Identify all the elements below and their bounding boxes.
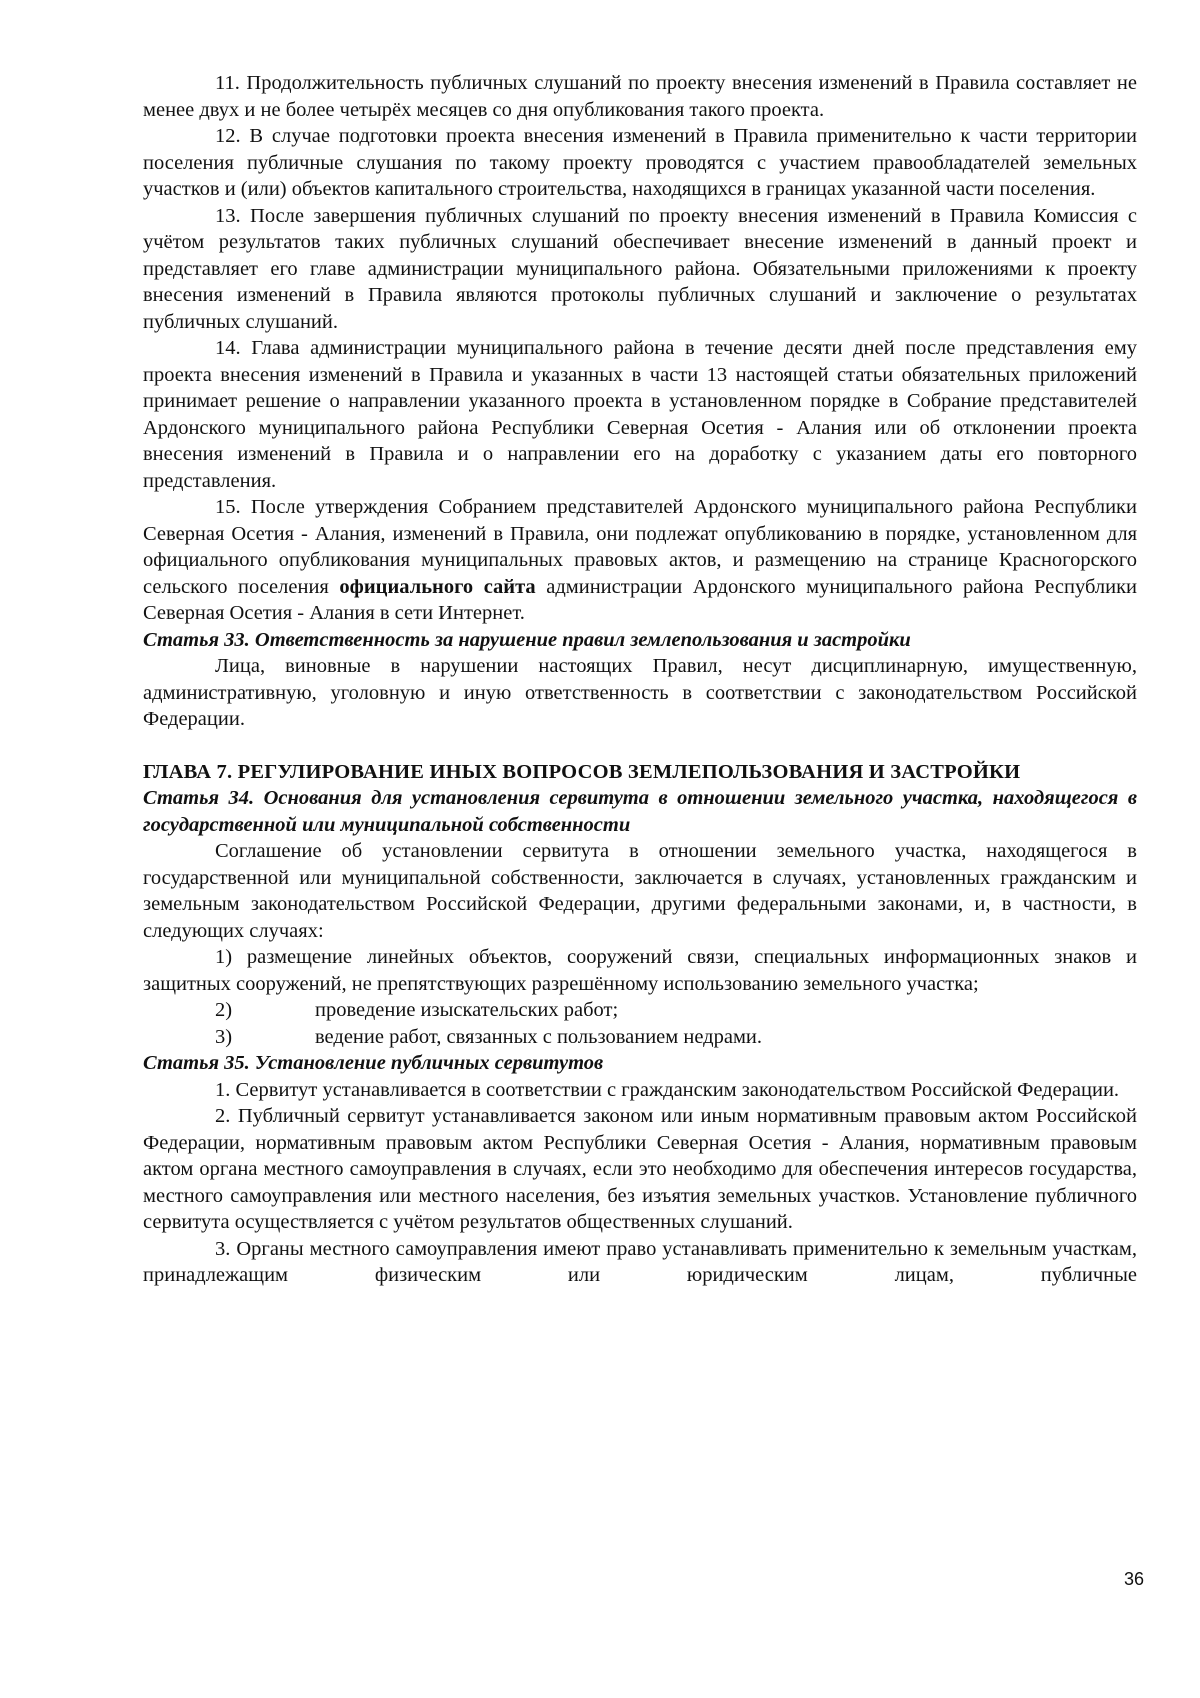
article-34-item-1: 1) размещение линейных объектов, сооружений связи, специальных информационных знаков и защитных сооружений, не препятствующих разрешённому использованию земельного участка;: [143, 946, 1137, 995]
paragraph-11: 11. Продолжительность публичных слушаний по проекту внесения изменений в Правила составляет не менее двух и не более четырёх месяцев со дня опубликования такого проекта.: [143, 72, 1137, 121]
paragraph-15-start: 15. После утверждения Собранием представителей Ардонского муниципального района Республики Северная Осетия - Алания, изменений в Правила, они подлежат опубликованию в порядке, установленном для официального опубликования муниципальных правовых актов, и размещению на странице Красногорского сельского поселения: [143, 496, 1137, 598]
article-34-item-3: [143, 1024, 1137, 1051]
article-35-paragraph-1: 1. Сервитут устанавливается в соответствии с гражданским законодательством Российской Федерации.: [215, 1078, 1120, 1101]
article-33-title: Статья 33. Ответственность за нарушение правил землепользования и застройки: [143, 628, 911, 651]
article-34-intro: Соглашение об установлении сервитута в отношении земельного участка, находящегося в государственной или муниципальной собственности, заключается в случаях, установленных гражданским и земельным законодательством Российской Федерации, другими федеральными законами, и, в частности, в следующих случаях:: [143, 840, 1137, 942]
paragraph-15-bold: официального сайта: [339, 575, 536, 598]
article-34-item-2: [143, 997, 1137, 1024]
item-number: 3): [215, 1025, 233, 1048]
page-number: 36: [1123, 1569, 1144, 1589]
paragraph-13: 13. После завершения публичных слушаний по проекту внесения изменений в Правила Комиссия с учётом результатов таких публичных слушаний обеспечивает внесение изменений в данный проект и представляет его главе администрации муниципального района. Обязательными приложениями к проекту внесения изменений в Правила являются протоколы публичных слушаний и заключение о результатах публичных слушаний.: [143, 204, 1137, 333]
chapter-7-title: ГЛАВА 7. РЕГУЛИРОВАНИЕ ИНЫХ ВОПРОСОВ ЗЕМЛЕПОЛЬЗОВАНИЯ И ЗАСТРОЙКИ: [143, 760, 1021, 783]
item-text: ведение работ, связанных с пользованием недрами.: [315, 1025, 763, 1048]
article-33-text: Лица, виновные в нарушении настоящих Правил, несут дисциплинарную, имущественную, административную, уголовную и иную ответственность в соответствии с законодательством Российской Федерации.: [143, 655, 1137, 730]
paragraph-14: 14. Глава администрации муниципального района в течение десяти дней после представления ему проекта внесения изменений в Правила и указанных в части 13 настоящей статьи обязательных приложений принимает решение о направлении указанного проекта в установленном порядке в Собрание представителей Ардонского муниципального района Республики Северная Осетия - Алания или об отклонении проекта внесения изменений в Правила и о направлении его на доработку с указанием даты его повторного представления.: [143, 337, 1137, 492]
item-number: 2): [215, 999, 233, 1021]
paragraph-12: 12. В случае подготовки проекта внесения изменений в Правила применительно к части территории поселения публичные слушания по такому проекту проводятся с участием правообладателей земельных участков и (или) объектов капитального строительства, находящихся в границах указанной части поселения.: [143, 125, 1137, 200]
item-text: проведение изыскательских работ;: [315, 999, 619, 1021]
article-35-paragraph-3: 3. Органы местного самоуправления имеют право устанавливать применительно к земельным участкам, принадлежащим физическим или юридическим лицам, публичные: [143, 1237, 1137, 1286]
document-page: [143, 70, 1137, 1289]
paragraph-15: [143, 494, 1137, 627]
article-35-title: Статья 35. Установление публичных сервитутов: [143, 1052, 604, 1074]
article-35-paragraph-2: 2. Публичный сервитут устанавливается законом или иным нормативным правовым актом Российской Федерации, нормативным правовым актом Республики Северная Осетия - Алания, нормативным правовым актом органа местного самоуправления в случаях, если это необходимо для обеспечения интересов государства, местного самоуправления или местного населения, без изъятия земельных участков. Установление публичного сервитута осуществляется с учётом результатов общественных слушаний.: [143, 1105, 1137, 1233]
article-34-title: Статья 34. Основания для установления сервитута в отношении земельного участка, находящегося в государственной или муниципальной собственности: [143, 787, 1137, 836]
paragraph-15-end: администрации Ардонского муниципального района Республики Северная Осетия - Алания в сети Интернет.: [143, 575, 1137, 624]
